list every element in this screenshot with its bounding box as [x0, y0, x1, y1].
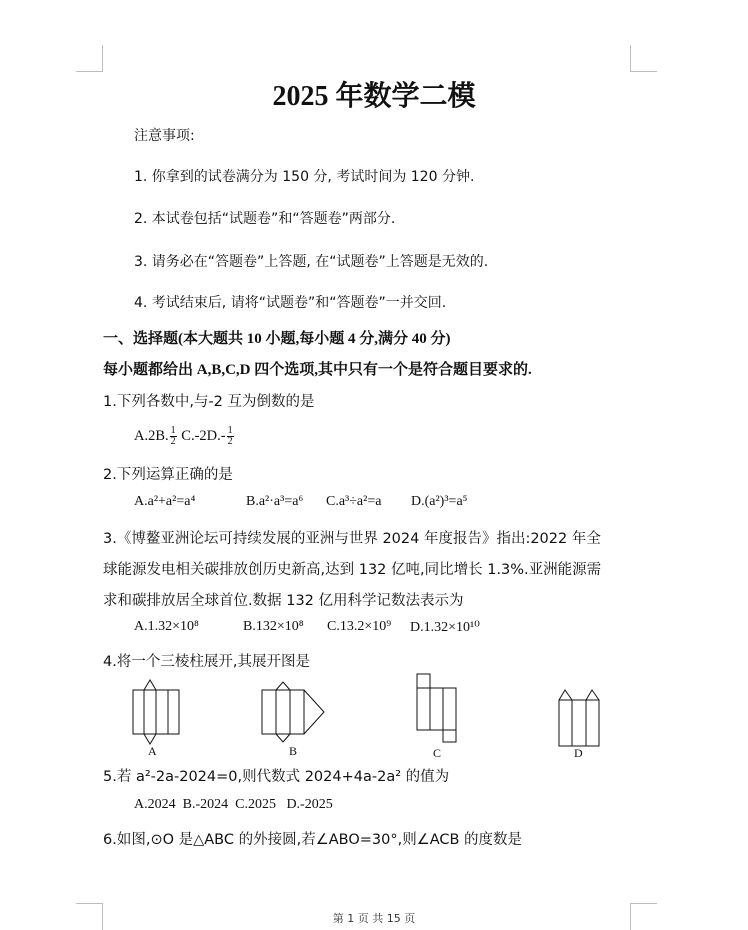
crop-mark-top-left	[76, 45, 103, 72]
question-6-stem: 6.如图,⊙O 是△ABC 的外接圆,若∠ABO=30°,则∠ACB 的度数是	[103, 832, 523, 848]
notice-item-2: 2. 本试卷包括“试题卷”和“答题卷”两部分.	[134, 211, 396, 227]
question-4-net-figures	[0, 668, 748, 768]
question-2-option-a: A.a²+a²=a⁴	[134, 494, 196, 509]
question-1-option-d: D.-	[206, 427, 226, 444]
notice-item-4: 4. 考试结束后, 请将“试题卷”和“答题卷”一并交回.	[134, 295, 447, 311]
page-title: 2025 年数学二模	[272, 81, 476, 112]
fraction-one-half-d: $\frac{1}{2}$	[227, 425, 233, 447]
question-5-options: A.2024 B.-2024 C.2025 D.-2025	[134, 797, 333, 812]
question-3-line-1: 3.《博鳌亚洲论坛可持续发展的亚洲与世界 2024 年度报告》指出:2022 年全	[103, 531, 601, 547]
crop-mark-top-right	[630, 45, 657, 72]
fraction-one-half-b: $\frac{1}{2}$	[170, 425, 176, 447]
net-label-b: B	[289, 744, 298, 758]
notice-title: 注意事项:	[134, 128, 195, 144]
question-3-option-d: D.1.32×10¹⁰	[410, 620, 480, 635]
question-1-stem: 1.下列各数中,与-2 互为倒数的是	[103, 394, 315, 410]
question-4-stem: 4.将一个三棱柱展开,其展开图是	[103, 654, 310, 670]
question-3-option-b: B.132×10⁸	[243, 619, 304, 634]
net-figure-a	[133, 680, 179, 744]
notice-item-3: 3. 请务必在“答题卷”上答题, 在“试题卷”上答题是无效的.	[134, 254, 489, 270]
page-footer: 第 1 页 共 15 页	[332, 912, 416, 925]
net-label-d: D	[574, 746, 583, 760]
net-figure-d	[559, 690, 599, 746]
question-3-option-a: A.1.32×10⁸	[134, 619, 199, 634]
question-3-line-2: 球能源发电相关碳排放创历史新高,达到 132 亿吨,同比增长 1.3%.亚洲能源需	[103, 562, 602, 578]
question-3-option-c: C.13.2×10⁹	[327, 619, 392, 634]
notice-item-1: 1. 你拿到的试卷满分为 150 分, 考试时间为 120 分钟.	[134, 169, 475, 185]
question-3-line-3: 求和碳排放居全球首位.数据 132 亿用科学记数法表示为	[103, 593, 464, 609]
question-1-options	[134, 426, 235, 447]
question-1-option-a: A.2	[134, 427, 156, 444]
net-figure-c	[417, 674, 456, 742]
section-instruction: 每小题都给出 A,B,C,D 四个选项,其中只有一个是符合题目要求的.	[103, 362, 532, 378]
question-2-option-c: C.a³÷a²=a	[326, 494, 382, 509]
question-5-stem: 5.若 a²-2a-2024=0,则代数式 2024+4a-2a² 的值为	[103, 769, 450, 785]
net-label-c: C	[433, 746, 442, 760]
question-2-option-d: D.(a²)³=a⁵	[411, 494, 468, 509]
question-1-option-c: C.-2	[181, 427, 207, 444]
net-label-a: A	[148, 744, 157, 758]
question-2-option-b: B.a²·a³=a⁶	[246, 494, 304, 509]
question-1-option-b: B.	[155, 427, 169, 444]
section-heading: 一、选择题(本大题共 10 小题,每小题 4 分,满分 40 分)	[103, 331, 451, 347]
question-2-stem: 2.下列运算正确的是	[103, 467, 233, 483]
net-figure-b	[262, 682, 324, 742]
